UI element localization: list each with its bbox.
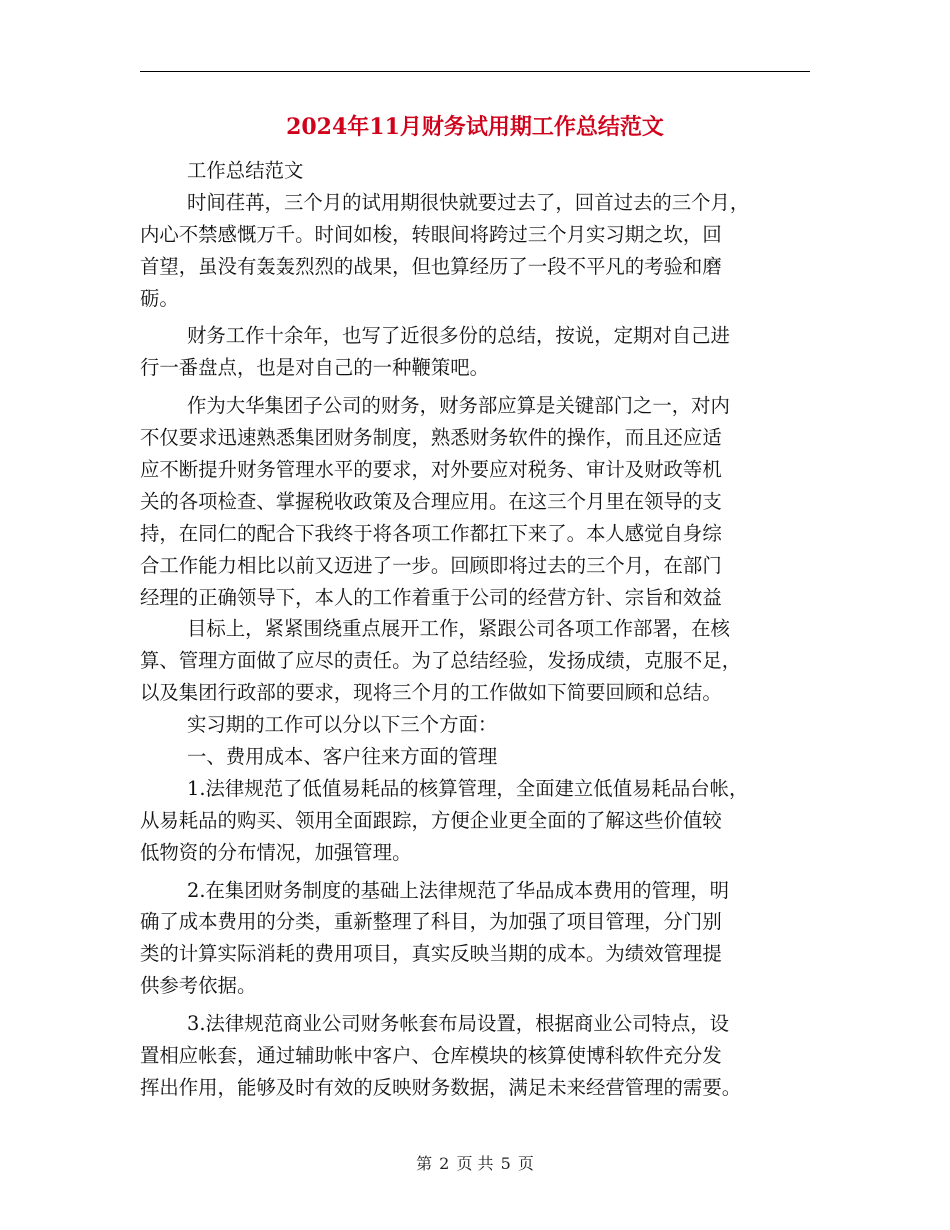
text-line: 类的计算实际消耗的费用项目，真实反映当期的成本。为绩效管理提 xyxy=(140,942,722,966)
text-line: 时间荏苒，三个月的试用期很快就要过去了，回首过去的三个月， xyxy=(187,190,750,214)
text-line: 2.在集团财务制度的基础上法律规范了华品成本费用的管理，明 xyxy=(187,878,730,902)
text-line: 内心不禁感慨万千。时间如梭，转眼间将跨过三个月实习期之坎，回 xyxy=(140,222,722,246)
page-number xyxy=(0,1152,950,1176)
text-line: 3.法律规范商业公司财务帐套布局设置，根据商业公司特点，设 xyxy=(187,1012,730,1036)
text-line: 一、费用成本、客户往来方面的管理 xyxy=(187,745,498,769)
text-line: 首望，虽没有轰轰烈烈的战果，但也算经历了一段不平凡的考验和磨 xyxy=(140,254,722,278)
text-line: 持，在同仁的配合下我终于将各项工作都扛下来了。本人感觉自身综 xyxy=(140,521,722,545)
text-line: 确了成本费用的分类，重新整理了科目，为加强了项目管理，分门别 xyxy=(140,910,722,934)
document-title: 2024年11月财务试用期工作总结范文 xyxy=(286,114,664,140)
document-body xyxy=(140,155,812,1104)
text-line: 关的各项检查、掌握税收政策及合理应用。在这三个月里在领导的支 xyxy=(140,489,722,513)
text-line: 合工作能力相比以前又迈进了一步。回顾即将过去的三个月，在部门 xyxy=(140,553,722,577)
text-line: 1.法律规范了低值易耗品的核算管理，全面建立低值易耗品台帐， xyxy=(187,776,749,800)
text-line: 作为大华集团子公司的财务，财务部应算是关键部门之一，对内 xyxy=(187,394,730,418)
text-line: 行一番盘点，也是对自己的一种鞭策吧。 xyxy=(140,356,490,380)
page-label-prefix: 第 xyxy=(416,1154,433,1173)
text-line: 低物资的分布情况，加强管理。 xyxy=(140,840,412,864)
text-line: 砺。 xyxy=(140,286,179,310)
text-line: 实习期的工作可以分以下三个方面： xyxy=(187,713,498,737)
text-line: 挥出作用，能够及时有效的反映财务数据，满足未来经营管理的需要。 xyxy=(140,1075,742,1099)
text-line: 置相应帐套，通过辅助帐中客户、仓库模块的核算使博科软件充分发 xyxy=(140,1044,722,1068)
text-line: 从易耗品的购买、领用全面跟踪，方便企业更全面的了解这些价值较 xyxy=(140,808,722,832)
text-line: 工作总结范文 xyxy=(187,159,304,182)
page-label-suffix: 页 xyxy=(517,1154,534,1173)
text-line: 不仅要求迅速熟悉集团财务制度，熟悉财务软件的操作，而且还应适 xyxy=(140,426,722,450)
text-line: 以及集团行政部的要求，现将三个月的工作做如下简要回顾和总结。 xyxy=(140,681,722,705)
total-pages: 5 xyxy=(500,1154,511,1173)
text-line: 供参考依据。 xyxy=(140,974,257,998)
current-page: 2 xyxy=(439,1154,450,1173)
header-rule xyxy=(140,71,810,72)
text-line: 财务工作十余年，也写了近很多份的总结，按说，定期对自己进 xyxy=(187,324,730,348)
page-label-middle: 页 共 xyxy=(456,1154,494,1173)
text-line: 算、管理方面做了应尽的责任。为了总结经验，发扬成绩，克服不足， xyxy=(140,649,742,673)
text-line: 经理的正确领导下，本人的工作着重于公司的经营方针、宗旨和效益 xyxy=(140,585,722,609)
text-line: 应不断提升财务管理水平的要求，对外要应对税务、审计及财政等机 xyxy=(140,458,722,482)
text-line: 目标上，紧紧围绕重点展开工作，紧跟公司各项工作部署，在核 xyxy=(187,617,730,641)
